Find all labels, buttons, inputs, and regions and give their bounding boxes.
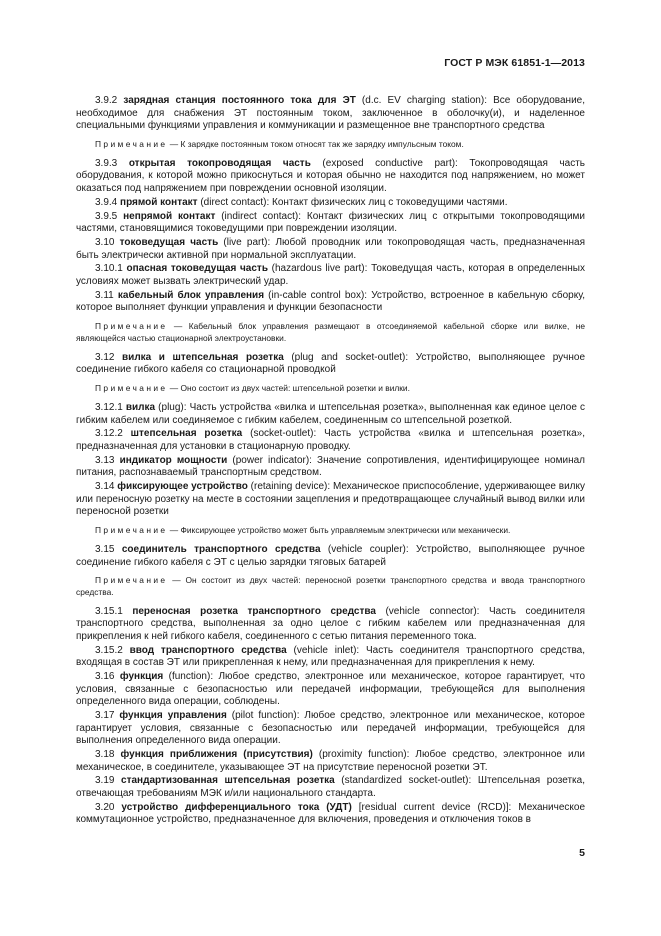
term-number: 3.9.5 (95, 210, 118, 222)
term-definition (76, 197, 585, 210)
term-definition (76, 237, 585, 262)
note (76, 383, 585, 395)
note-label: Примечание (95, 575, 168, 586)
term-number: 3.17 (95, 710, 115, 722)
term-definition-text: (retaining device): Механическое приспособление, удерживающее вилку или переносную розетку на месте в состоянии зацепления и предотвращающее случайный вывод вилки или переносной розетки (76, 481, 585, 518)
term-definition (76, 481, 585, 519)
term-definition-text: (pilot function): Любое средство, электронное или механическое, которое гарантирует условия, связанные с безопасностью или передачей информации, требующейся для выполнения определенного вида операции. (76, 710, 585, 747)
term-definition-text: (exposed conductive part): Токопроводящая часть оборудования, к которой можно прикоснуться и которая обычно не находится под напряжением, но может оказаться под напряжением при повреждении основной изоляции. (76, 157, 585, 195)
term-definition (76, 263, 585, 288)
term-number: 3.10.1 (95, 263, 123, 275)
term-number: 3.11 (95, 289, 114, 301)
term-number: 3.9.3 (95, 157, 118, 169)
term-number: 3.15 (95, 543, 115, 555)
term-name: вилка (125, 401, 156, 413)
note-label: Примечание (95, 382, 168, 393)
term-definition-text: (standardized socket-outlet): Штепсельная розетка, отвечающая требованиям МЭК и/или национального стандарта. (76, 775, 585, 800)
term-definition-text: (in-cable control box): Устройство, встроенное в кабельную сборку, которое выполняет функции управления и функции безопасности (76, 289, 585, 314)
standard-designation: ГОСТ Р МЭК 61851-1—2013 (444, 57, 585, 69)
note-text: — Кабельный блок управления размещают в отсоединяемой кабельной сборке или вилке, не являющейся частью стационарной электроустановки. (76, 320, 585, 343)
term-definition (76, 671, 585, 709)
term-definition (76, 544, 585, 569)
term-name: токоведущая часть (119, 237, 219, 248)
note-text: — Фиксирующее устройство может быть управляемым электрически или механически. (167, 524, 511, 535)
term-definition-text: (vehicle inlet): Часть соединителя транспортного средства, входящая в состав ЭТ или прикрепленная к нему, или предназначенная для прикрепления к нему. (76, 644, 585, 669)
term-definition-text: (socket-outlet): Часть устройства «вилка и штепсельная розетка», предназначенная для установки в стационарную проводку. (76, 428, 585, 452)
term-number: 3.14 (95, 481, 115, 493)
term-definition-text: (vehicle connector): Часть соединителя транспортного средства, выполненная за одно целое с гибким кабелем или предназначенная для прикрепления к ней гибкого кабеля, соединенного с сетью питания переменного тока. (76, 605, 586, 642)
term-number: 3.12 (95, 351, 115, 363)
term-definition (76, 158, 585, 196)
document-header (444, 57, 585, 69)
term-number: 3.20 (95, 801, 115, 813)
term-name: стандартизованная штепсельная розетка (121, 775, 335, 787)
term-name: кабельный блок управления (117, 289, 265, 301)
term-definition-text: (indirect contact): Контакт физических лиц с открытыми токопроводящими частями, становящимися токоведущими при повреждении изоляции. (76, 210, 586, 235)
term-name: функция управления (119, 710, 227, 722)
term-definition (76, 290, 585, 315)
term-name: прямой контакт (120, 196, 198, 208)
term-number: 3.12.1 (95, 401, 123, 413)
term-name: функция (119, 671, 164, 683)
term-number: 3.10 (95, 237, 115, 248)
term-name: функция приближения (присутствия) (120, 749, 313, 761)
page-number: 5 (579, 847, 585, 859)
term-name: непрямой контакт (123, 210, 216, 222)
note-label: Примечание (95, 320, 168, 331)
term-name: вилка и штепсельная розетка (122, 351, 284, 363)
term-definition-text: (plug): Часть устройства «вилка и штепсельная розетка», выполненная как единое целое с гибким кабелем или соединяемое с гибким кабелем, соединенным со штепсельной розеткой. (76, 401, 585, 426)
term-definition (76, 775, 585, 800)
term-number: 3.15.2 (95, 644, 123, 656)
term-definition (76, 352, 585, 377)
term-definition (76, 428, 585, 453)
term-definition-text: (vehicle coupler): Устройство, выполняющее ручное соединение гибкого кабеля с ЭТ с целью зарядки тяговых батарей (76, 543, 585, 568)
term-definition (76, 802, 585, 827)
term-number: 3.18 (95, 749, 115, 761)
term-definition (76, 606, 585, 644)
term-name: переносная розетка транспортного средства (132, 605, 376, 617)
term-name: фиксирующее устройство (117, 481, 248, 493)
term-definition-text: (d.c. EV charging station): Все оборудование, необходимое для снабжения ЭТ постоянным током, заключенное в оболочку(и), и наделенное специальными функциями управления и коммуникации и размещенное вне транспортного средства (76, 95, 586, 132)
term-definition (76, 455, 585, 480)
note-text: — К зарядке постоянным током относят так же зарядку импульсным током. (167, 138, 464, 149)
term-definition-text: (proximity function): Любое средство, электронное или механическое, в соединителе, указывающее ЭТ на присутствие переносной розетки ЭТ. (76, 749, 586, 773)
term-name: устройство дифференциального тока (УДТ) (121, 801, 352, 813)
term-definition (76, 211, 585, 236)
term-definition (76, 710, 585, 748)
term-name: индикатор мощности (119, 454, 228, 466)
term-definition (76, 402, 585, 427)
term-number: 3.19 (95, 775, 115, 787)
term-name: зарядная станция постоянного тока для ЭТ (123, 95, 356, 106)
term-number: 3.12.2 (95, 428, 123, 440)
term-definition-text: (live part): Любой проводник или токопроводящая часть, предназначенная быть электрически активной при нормальной эксплуатации. (76, 237, 585, 261)
term-number: 3.13 (95, 454, 115, 466)
note-label: Примечание (95, 138, 168, 149)
document-body (76, 95, 585, 828)
term-number: 3.9.2 (95, 95, 118, 106)
term-name: соединитель транспортного средства (121, 543, 321, 555)
term-number: 3.9.4 (95, 196, 118, 208)
term-definition-text: (plug and socket-outlet): Устройство, выполняющее ручное соединение гибкого кабеля со стационарной проводкой (76, 351, 585, 376)
term-number: 3.15.1 (95, 605, 123, 617)
note-label: Примечание (95, 524, 168, 535)
term-definition-text: [residual current device (RCD)]: Механическое коммутационное устройство, предназначенное для включения, проведения и отключения токов в (76, 801, 586, 826)
note (76, 321, 585, 344)
term-name: опасная токоведущая часть (126, 263, 268, 275)
term-definition-text: (direct contact): Контакт физических лиц с токоведущими частями. (197, 196, 508, 208)
term-name: ввод транспортного средства (129, 644, 287, 656)
term-definition (76, 645, 585, 670)
term-definition-text: (hazardous live part): Токоведущая часть, которая в определенных условиях может вызвать электрический удар. (76, 263, 585, 287)
term-definition (76, 749, 585, 774)
term-name: открытая токопроводящая часть (128, 157, 311, 169)
note-text: — Оно состоит из двух частей: штепсельной розетки и вилки. (167, 382, 410, 393)
note (76, 139, 585, 151)
term-name: штепсельная розетка (130, 428, 243, 440)
term-definition (76, 95, 585, 133)
term-number: 3.16 (95, 671, 115, 683)
term-definition-text: (function): Любое средство, электронное или механическое, которое гарантирует, что условия, связанные с безопасностью или передачей информации, требующейся для выполнения определенного вида операции, соблюдены. (76, 671, 586, 708)
note (76, 575, 585, 598)
note-text: — Он состоит из двух частей: переносной розетки транспортного средства и ввода транспортного средства. (76, 575, 585, 597)
term-definition-text: (power indicator): Значение сопротивления, идентифицирующее номинал питания, распознаваемый транспортным средством. (76, 454, 585, 479)
note (76, 525, 585, 537)
